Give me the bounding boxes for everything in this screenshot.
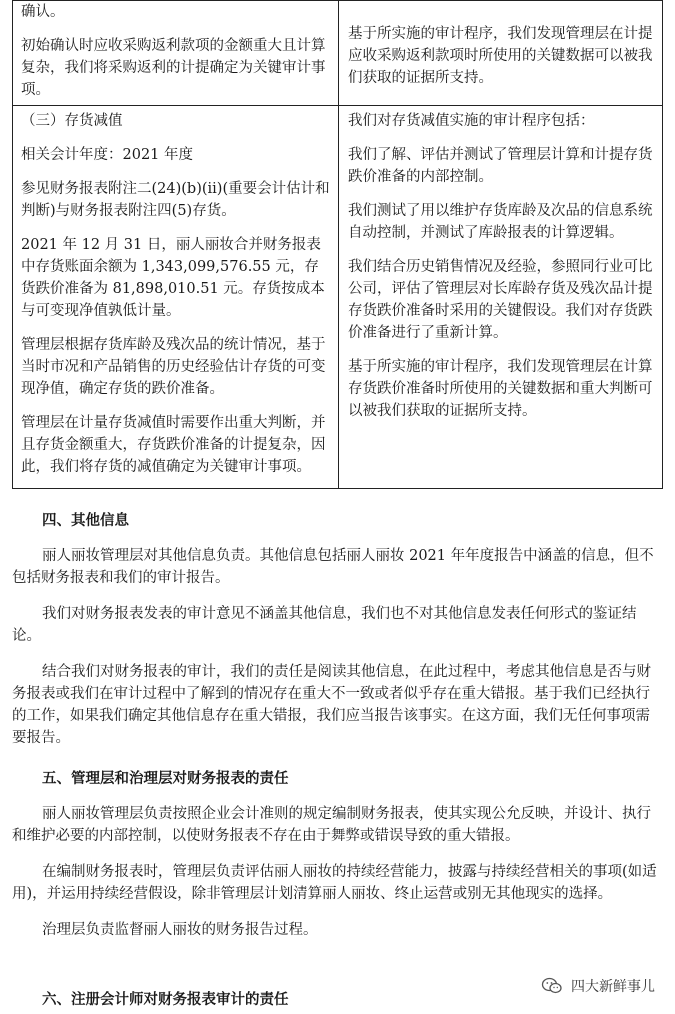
cell-paragraph: 参见财务报表附注二(24)(b)(ii)(重要会计估计和判断)与财务报表附注四(5)存货。 — [21, 181, 330, 219]
table-row — [13, 106, 663, 489]
cell-paragraph: 我们结合历史销售情况及经验，参照同行业可比公司，评估了管理层对长库龄存货及残次品计提存货跌价准备时采用的关键假设。我们对存货跌价准备进行了重新计算。 — [348, 259, 653, 341]
body-paragraph: 丽人丽妆管理层对其他信息负责。其他信息包括丽人丽妆 2021 年年度报告中涵盖的信息，但不包括财务报表和我们的审计报告。 — [12, 548, 654, 586]
table-cell-right — [339, 1, 663, 106]
cell-paragraph: 我们对存货减值实施的审计程序包括： — [348, 113, 595, 129]
cell-paragraph: 我们了解、评估并测试了管理层计算和计提存货跌价准备的内部控制。 — [348, 147, 653, 185]
body-paragraph: 治理层负责监督丽人丽妆的财务报告过程。 — [42, 922, 318, 938]
cell-paragraph: 相关会计年度：2021 年度 — [21, 147, 194, 163]
cell-paragraph: 基于所实施的审计程序，我们发现管理层在计提应收采购返利款项时所使用的关键数据可以被我们获取的证据所支持。 — [348, 26, 653, 86]
cell-paragraph: 我们测试了用以维护存货库龄及次品的信息系统自动控制，并测试了库龄报表的计算逻辑。 — [348, 203, 653, 241]
section-body-other-information — [12, 545, 660, 749]
table-cell-right — [339, 106, 663, 489]
table-cell-left — [13, 1, 339, 106]
cell-paragraph: 初始确认时应收采购返利款项的金额重大且计算复杂，我们将采购返利的计提确定为关键审计事项。 — [21, 38, 326, 98]
cell-paragraph: 2021 年 12 月 31 日，丽人丽妆合并财务报表中存货账面余额为 1,343,099,576.55 元，存货跌价准备为 81,898,010.51 元。存货按成本与可变现净值孰低计量。 — [21, 237, 325, 319]
table-cell-left — [13, 106, 339, 489]
watermark — [541, 976, 655, 996]
section-heading-auditor-responsibility: 六、注册会计师对财务报表审计的责任 — [42, 992, 289, 1008]
cell-paragraph: 确认。 — [21, 4, 65, 20]
cell-paragraph: 管理层根据存货库龄及残次品的统计情况，基于当时市况和产品销售的历史经验估计存货的可变现净值，确定存货的跌价准备。 — [21, 337, 326, 397]
cell-heading: （三）存货减值 — [21, 113, 123, 129]
key-audit-matters-table — [12, 0, 663, 489]
section-heading-management-responsibility: 五、管理层和治理层对财务报表的责任 — [42, 771, 289, 787]
cell-paragraph: 基于所实施的审计程序，我们发现管理层在计算存货跌价准备时所使用的关键数据和重大判断可以被我们获取的证据所支持。 — [348, 359, 653, 419]
body-paragraph: 丽人丽妆管理层负责按照企业会计准则的规定编制财务报表，使其实现公允反映，并设计、执行和维护必要的内部控制，以使财务报表不存在由于舞弊或错误导致的重大错报。 — [12, 806, 651, 844]
body-paragraph: 我们对财务报表发表的审计意见不涵盖其他信息，我们也不对其他信息发表任何形式的鉴证结论。 — [12, 606, 637, 644]
section-heading-other-information: 四、其他信息 — [42, 513, 129, 529]
section-body-management-responsibility — [12, 803, 660, 941]
body-paragraph: 结合我们对财务报表的审计，我们的责任是阅读其他信息，在此过程中，考虑其他信息是否与财务报表或我们在审计过程中了解到的情况存在重大不一致或者似乎存在重大错报。基于我们已经执行的工作，如果我们确定其他信息存在重大错报，我们应当报告该事实。在这方面，我们无任何事项需要报告。 — [12, 664, 651, 746]
cell-paragraph: 管理层在计量存货减值时需要作出重大判断，并且存货金额重大，存货跌价准备的计提复杂，因此，我们将存货的减值确定为关键审计事项。 — [21, 415, 326, 475]
table-row — [13, 1, 663, 106]
watermark-text: 四大新鲜事儿 — [571, 979, 655, 995]
body-paragraph: 在编制财务报表时，管理层负责评估丽人丽妆的持续经营能力，披露与持续经营相关的事项(如适用)，并运用持续经营假设，除非管理层计划清算丽人丽妆、终止运营或别无其他现实的选择。 — [12, 864, 657, 902]
wechat-icon — [541, 977, 563, 995]
